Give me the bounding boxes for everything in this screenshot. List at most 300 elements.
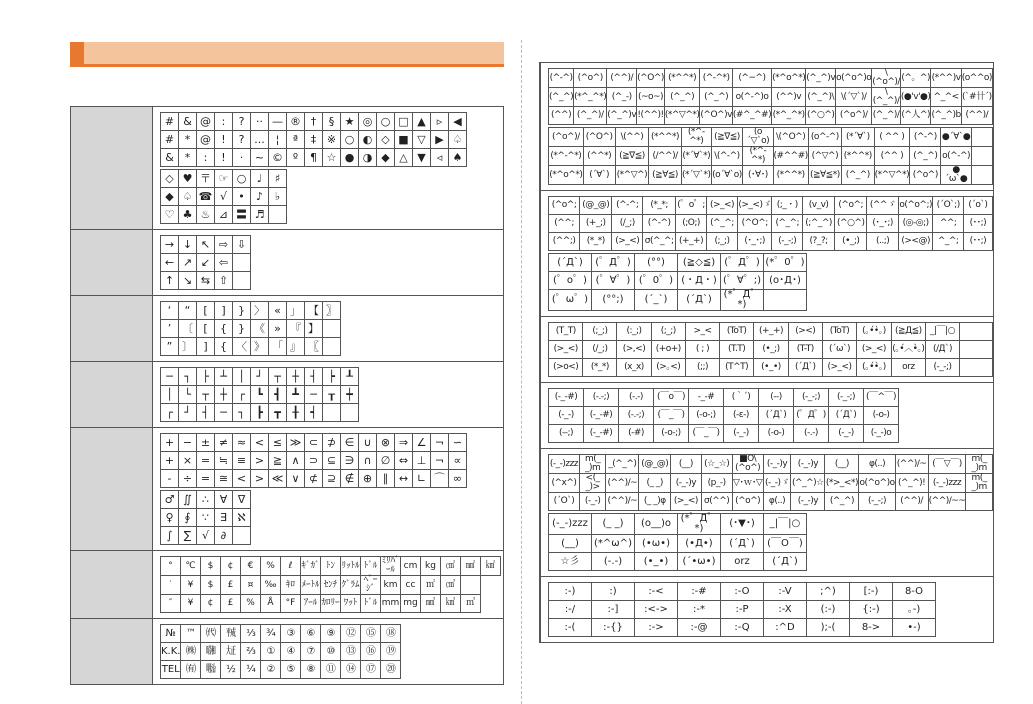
symbol-cell: (^_^): [910, 147, 941, 166]
symbol-cell: ─: [215, 404, 233, 422]
symbol-cell: ●´∀`●: [941, 128, 971, 147]
symbol-cell: (^O^)v: [700, 107, 733, 125]
symbol-cell: √: [197, 527, 215, 545]
symbol-cell: ○: [341, 131, 359, 149]
symbol-cell: ㍼: [201, 643, 221, 661]
symbol-cell: (--): [759, 389, 794, 407]
symbol-cell: (-_-): [829, 425, 864, 443]
symbol-cell: ┘: [251, 368, 269, 386]
symbol-cell: ≧: [269, 452, 287, 470]
symbol-cell: :-#: [678, 583, 721, 601]
symbol-cell: (-_-;): [772, 233, 803, 251]
symbol-cell: (^_-): [607, 88, 637, 107]
symbol-cell: (･･;): [963, 233, 992, 251]
symbol-cell: (^。^): [900, 69, 931, 88]
symbol-cell: (--;): [549, 425, 584, 443]
symbol-cell: (*^_^*): [772, 107, 806, 125]
section-row-symbols: [71, 107, 504, 230]
symbol-cell: 「: [269, 338, 287, 356]
symbol-cell: (+o+): [651, 341, 685, 359]
symbol-cell: »: [269, 320, 287, 338]
symbol-cell: &: [161, 149, 179, 167]
symbol-cell: (>_<): [612, 233, 643, 251]
symbol-cell: (´o`): [963, 197, 992, 215]
symbol-cell: (*^▽^*): [874, 166, 910, 185]
symbol-cell: ±: [197, 434, 215, 452]
symbol-cell: (^_^): [664, 88, 700, 107]
symbol-group: [548, 196, 993, 251]
symbol-cell: (^_^;: [707, 215, 738, 233]
symbol-cell: ∪: [359, 434, 377, 452]
symbol-cell: (￣_￣): [654, 407, 689, 425]
symbol-cell: (^○^): [806, 107, 836, 125]
symbol-cell: (゜o゜): [549, 272, 592, 290]
section-content-cell: [541, 191, 994, 317]
symbol-group: [548, 68, 993, 125]
symbol-cell: ╂: [287, 404, 305, 422]
symbol-cell: $: [201, 576, 221, 595]
symbol-cell: mm: [381, 595, 401, 613]
symbol-cell: ㈲: [181, 661, 201, 679]
symbol-cell: (__): [549, 535, 592, 553]
symbol-cell: ⑤: [281, 661, 301, 679]
symbol-cell: \(´▽`)/: [836, 88, 872, 107]
symbol-cell: {:-): [850, 601, 893, 619]
symbol-cell: (+_+): [754, 323, 788, 341]
symbol-cell: (´Д`): [678, 290, 721, 311]
symbol-cell: :<->: [635, 601, 678, 619]
symbol-cell: (´O`;): [933, 197, 964, 215]
symbol-cell: ┣: [251, 404, 269, 422]
symbol-cell: 【: [305, 302, 323, 320]
section-row-happy: [540, 63, 994, 191]
symbol-cell: (^^)/: [961, 107, 992, 125]
symbol-cell: (^^)/~: [606, 493, 639, 511]
symbol-cell: orz: [721, 553, 764, 571]
symbol-cell: -: [161, 470, 179, 488]
symbol-cell: (‐_‐): [724, 425, 759, 443]
symbol-cell: ─: [305, 386, 323, 404]
symbol-cell: (ToT): [822, 323, 856, 341]
symbol-cell: ∬: [179, 491, 197, 509]
symbol-cell: (-_-)zzz: [549, 514, 592, 535]
symbol-cell: (ToT): [720, 323, 754, 341]
symbol-cell: ∉: [341, 470, 359, 488]
page-divider: [521, 40, 522, 704]
symbol-cell: ｱｰﾙ: [301, 595, 321, 613]
symbol-cell: ⊿: [215, 206, 233, 224]
symbol-cell: (-_-#): [549, 389, 584, 407]
symbol-group: [160, 490, 251, 545]
symbol-group: [548, 253, 807, 311]
symbol-cell: [233, 272, 251, 290]
symbol-cell: 8->: [850, 619, 893, 637]
symbol-cell: (・Д・): [678, 272, 721, 290]
symbol-cell: (^^)/~: [606, 474, 639, 493]
symbol-cell: (><@): [898, 233, 932, 251]
symbol-cell: =: [197, 452, 215, 470]
symbol-cell: [461, 576, 481, 595]
symbol-cell: :^D: [764, 619, 807, 637]
symbol-cell: ○: [233, 170, 251, 188]
symbol-cell: ★: [341, 113, 359, 131]
symbol-cell: ©: [269, 149, 287, 167]
symbol-cell: [966, 493, 993, 511]
symbol-cell: (><): [788, 323, 822, 341]
symbol-cell: ｸﾞﾗﾑ: [341, 576, 361, 595]
symbol-cell: •: [233, 188, 251, 206]
right-emoticon-table: [539, 62, 994, 643]
symbol-cell: (￣▽￣): [928, 455, 966, 474]
symbol-cell: ″: [161, 595, 181, 613]
symbol-cell: ⇔: [395, 452, 413, 470]
symbol-cell: (>o<): [549, 359, 583, 377]
symbol-cell: ┴: [215, 368, 233, 386]
symbol-cell: (*_*;: [643, 197, 676, 215]
symbol-cell: (´ω`): [822, 341, 856, 359]
symbol-cell: ′: [161, 576, 181, 595]
symbol-cell: ┬: [197, 386, 215, 404]
symbol-cell: (°°;): [592, 290, 635, 311]
symbol-cell: 〖: [305, 338, 323, 356]
symbol-cell: [323, 338, 341, 356]
symbol-cell: (*^^*): [841, 147, 874, 166]
symbol-cell: (>_<): [549, 341, 583, 359]
symbol-cell: ♯: [269, 170, 287, 188]
symbol-cell: !: [215, 131, 233, 149]
symbol-cell: }: [233, 320, 251, 338]
symbol-cell: (｡•́︿•̀｡): [891, 341, 926, 359]
symbol-cell: ≅: [215, 470, 233, 488]
symbol-cell: (-_-;): [859, 493, 895, 511]
symbol-cell: ‡: [305, 131, 323, 149]
symbol-cell: (•ω•): [635, 535, 678, 553]
symbol-cell: (:-): [807, 601, 850, 619]
symbol-cell: #: [161, 113, 179, 131]
symbol-cell: ♡: [161, 206, 179, 224]
symbol-cell: ◆: [377, 149, 395, 167]
symbol-cell: ┰: [323, 386, 341, 404]
symbol-cell: ⑬: [341, 643, 361, 661]
section-label-cell: [71, 107, 153, 230]
symbol-cell: ┳: [269, 404, 287, 422]
symbol-cell: ◀: [449, 113, 467, 131]
symbol-cell: €: [241, 557, 261, 576]
symbol-cell: ⊂: [305, 434, 323, 452]
section-content-cell: [541, 577, 994, 643]
symbol-cell: ┸: [341, 368, 359, 386]
symbol-cell: ∀: [215, 491, 233, 509]
symbol-cell: ♂: [161, 491, 179, 509]
symbol-cell: σ(^_^;: [643, 233, 676, 251]
symbol-cell: (^o^)/: [836, 107, 872, 125]
symbol-cell: ┤: [197, 404, 215, 422]
symbol-cell: o(^o^;): [898, 197, 932, 215]
section-row-emoticons: [540, 577, 994, 643]
symbol-cell: 』: [287, 338, 305, 356]
symbol-cell: ¢: [221, 557, 241, 576]
symbol-cell: (￣O￣): [764, 535, 807, 553]
symbol-cell: (-.-;): [584, 389, 619, 407]
symbol-cell: (•_;): [754, 341, 788, 359]
symbol-group: [548, 127, 993, 185]
symbol-cell: [:-): [850, 583, 893, 601]
symbol-cell: ﾄﾞﾙ: [361, 557, 381, 576]
symbol-cell: (^_^): [549, 88, 574, 107]
symbol-cell: (･_･;): [867, 215, 899, 233]
symbol-cell: (-_-)y: [791, 455, 825, 474]
section-content-cell: [541, 449, 994, 577]
symbol-cell: ∑: [179, 527, 197, 545]
symbol-cell: £: [221, 595, 241, 613]
symbol-cell: (゜o゜;: [676, 197, 707, 215]
symbol-cell: (^^): [549, 107, 574, 125]
symbol-cell: ※: [323, 131, 341, 149]
symbol-cell: ♥: [179, 170, 197, 188]
symbol-cell: (^-^): [910, 128, 941, 147]
symbol-cell: ｡-): [893, 601, 936, 619]
symbol-cell: †: [305, 113, 323, 131]
symbol-cell: (^o^): [910, 166, 941, 185]
symbol-cell: σ(^^): [701, 493, 732, 511]
symbol-cell: ≪: [269, 470, 287, 488]
section-label-cell: [71, 551, 153, 619]
section-row-units: [71, 551, 504, 619]
symbol-cell: ㎢: [481, 557, 501, 576]
symbol-cell: o(^-^): [941, 147, 971, 166]
symbol-cell: *: [179, 131, 197, 149]
symbol-cell: (^_^)/: [574, 107, 607, 125]
symbol-cell: ∵: [197, 509, 215, 527]
symbol-cell: ▲: [413, 113, 431, 131]
section-row-other: [540, 449, 994, 577]
symbol-cell: ⇒: [395, 434, 413, 452]
symbol-cell: _(^_^): [606, 455, 639, 474]
symbol-cell: ⇧: [215, 272, 233, 290]
symbol-cell: 〗: [323, 302, 341, 320]
symbol-cell: cc: [401, 576, 421, 595]
symbol-cell: ﾄﾝ: [321, 557, 341, 576]
symbol-cell: :-{}: [592, 619, 635, 637]
symbol-cell: 〓: [233, 206, 251, 224]
symbol-cell: :-<: [635, 583, 678, 601]
symbol-cell: (*^o^*): [549, 166, 584, 185]
symbol-cell: \(^-^): [711, 147, 743, 166]
symbol-cell: ●: [341, 149, 359, 167]
symbol-cell: ⑥: [301, 625, 321, 643]
symbol-cell: -_-#: [689, 389, 724, 407]
symbol-cell: !: [215, 149, 233, 167]
symbol-cell: ♠: [449, 149, 467, 167]
symbol-cell: o(^o^)o: [836, 69, 872, 88]
symbol-cell: (^-^): [643, 215, 676, 233]
symbol-cell: (^^)/: [895, 493, 928, 511]
symbol-cell: (≧∀≦): [649, 166, 682, 185]
symbol-cell: (/^^)/: [649, 147, 682, 166]
symbol-cell: (-_-): [579, 493, 605, 511]
symbol-cell: ┐: [179, 368, 197, 386]
symbol-cell: ▽: [413, 131, 431, 149]
symbol-cell: Å: [261, 595, 281, 613]
symbol-cell: ┥: [305, 404, 323, 422]
title-accent-mark: [70, 42, 84, 67]
symbol-cell: (￣_￣): [689, 425, 724, 443]
symbol-cell: ℵ: [233, 509, 251, 527]
symbol-cell: ∨: [287, 470, 305, 488]
symbol-cell: (*゜0゜): [764, 254, 807, 272]
symbol-cell: ¶: [305, 149, 323, 167]
symbol-cell: ☎: [197, 188, 215, 206]
symbol-cell: £: [221, 576, 241, 595]
symbol-cell: (*゜Д゜*): [678, 514, 721, 535]
symbol-cell: ¦: [269, 131, 287, 149]
symbol-cell: (^_^): [825, 493, 859, 511]
symbol-cell: (^-^*): [700, 69, 733, 88]
symbol-cell: ¥: [181, 576, 201, 595]
symbol-cell: ⑰: [361, 661, 381, 679]
symbol-cell: (´Д`): [829, 407, 864, 425]
symbol-cell: ?: [233, 131, 251, 149]
symbol-cell: (-.-;): [619, 407, 654, 425]
symbol-cell: (-.-): [592, 553, 635, 571]
symbol-cell: (-o-): [759, 425, 794, 443]
symbol-cell: (;_・): [772, 197, 803, 215]
symbol-cell: [764, 290, 807, 311]
symbol-cell: (/_;): [612, 215, 643, 233]
symbol-cell: (゜Д゜): [794, 407, 829, 425]
symbol-cell: (^_^): [841, 166, 874, 185]
symbol-cell: >: [251, 470, 269, 488]
symbol-cell: №: [161, 625, 181, 643]
section-row-angry: [540, 383, 994, 449]
symbol-cell: □: [395, 113, 413, 131]
symbol-cell: (;_;): [651, 323, 685, 341]
symbol-cell: (^_^)/: [872, 107, 901, 125]
symbol-cell: (^^)/: [607, 69, 637, 88]
symbol-cell: ▹: [431, 113, 449, 131]
symbol-cell: (^▽^): [808, 147, 841, 166]
symbol-cell: ⊇: [323, 470, 341, 488]
symbol-cell: (-o-): [864, 407, 899, 425]
symbol-cell: (-_-)y: [763, 455, 791, 474]
symbol-cell: (*^^)v: [931, 69, 961, 88]
symbol-group: [160, 301, 341, 356]
symbol-cell: (･_･;): [737, 233, 771, 251]
symbol-cell: ∞: [449, 470, 467, 488]
symbol-cell: (•Д•): [678, 535, 721, 553]
symbol-cell: (｡•́•̀｡): [857, 359, 891, 377]
symbol-cell: ∮: [179, 509, 197, 527]
symbol-cell: (;O;): [676, 215, 707, 233]
symbol-cell: :-Q: [721, 619, 764, 637]
symbol-cell: :->: [635, 619, 678, 637]
symbol-cell: :-]: [592, 601, 635, 619]
symbol-cell: (^_^;: [772, 215, 803, 233]
symbol-cell: (*_*): [580, 233, 612, 251]
symbol-cell: ≡: [233, 452, 251, 470]
section-row-surprised: [540, 191, 994, 317]
symbol-cell: (-_-)y: [671, 474, 701, 493]
symbol-cell: :-*: [678, 601, 721, 619]
symbol-cell: (>_<): [707, 197, 738, 215]
symbol-cell: (-_-)ゞ: [763, 474, 791, 493]
section-label-cell: [71, 296, 153, 362]
symbol-cell: (^o^;: [549, 197, 580, 215]
symbol-cell: ··: [251, 113, 269, 131]
symbol-cell: (>,<): [617, 341, 651, 359]
symbol-cell: (..;): [867, 233, 899, 251]
symbol-cell: [233, 254, 251, 272]
section-content-cell: [153, 230, 504, 296]
symbol-cell: (^o^;: [835, 197, 867, 215]
symbol-cell: ⅓: [241, 625, 261, 643]
symbol-cell: ｾﾝﾁ: [321, 576, 341, 595]
symbol-cell: :-/: [549, 601, 592, 619]
symbol-cell: (-.-): [794, 425, 829, 443]
left-symbol-table: [70, 106, 504, 685]
symbol-cell: ∋: [341, 452, 359, 470]
symbol-cell: ⇩: [233, 236, 251, 254]
symbol-cell: ☆彡: [549, 553, 592, 571]
symbol-cell: (^_^)v: [806, 69, 836, 88]
symbol-cell: (+_;): [580, 215, 612, 233]
symbol-cell: ^_^<: [931, 88, 961, 107]
symbol-cell: [959, 341, 992, 359]
symbol-cell: &: [179, 113, 197, 131]
symbol-cell: 〒: [197, 170, 215, 188]
symbol-cell: *: [179, 149, 197, 167]
symbol-cell: (+_+): [676, 233, 707, 251]
symbol-cell: (_ _)φ: [639, 493, 671, 511]
symbol-cell: (*^^*): [649, 128, 682, 147]
symbol-cell: (-_-#): [584, 407, 619, 425]
symbol-cell: (≧∀≦*): [808, 166, 841, 185]
symbol-cell: $: [201, 557, 221, 576]
symbol-cell: {: [215, 320, 233, 338]
symbol-cell: ◇: [161, 170, 179, 188]
symbol-cell: (･･;): [963, 215, 992, 233]
symbol-cell: !(^^)!: [637, 107, 665, 125]
symbol-cell: (•_•): [635, 553, 678, 571]
symbol-cell: (;^_^): [803, 215, 835, 233]
symbol-cell: [971, 166, 992, 185]
symbol-cell: (^^*): [583, 147, 615, 166]
symbol-cell: │: [233, 368, 251, 386]
symbol-cell: (☆_☆): [701, 455, 732, 474]
section-label-cell: [71, 230, 153, 296]
symbol-cell: ¢: [201, 595, 221, 613]
symbol-cell: (´•ω•): [678, 553, 721, 571]
section-content-cell: [541, 383, 994, 449]
symbol-cell: ®: [287, 113, 305, 131]
symbol-cell: (v_v): [803, 197, 835, 215]
symbol-cell: (^o^): [732, 493, 763, 511]
symbol-cell: (≧Д≦): [891, 323, 926, 341]
symbol-cell: ‘: [161, 302, 179, 320]
symbol-cell: (o^^o): [961, 69, 992, 88]
symbol-cell: √: [215, 188, 233, 206]
symbol-cell: ㎦: [441, 595, 461, 613]
symbol-cell: mg: [401, 595, 421, 613]
symbol-cell: (>_<): [671, 493, 701, 511]
symbol-cell: (`#卄´): [961, 88, 992, 107]
symbol-cell: (￣^￣): [864, 389, 899, 407]
symbol-cell: (^^;: [549, 215, 580, 233]
symbol-cell: ㈱: [181, 643, 201, 661]
symbol-cell: (^-^;: [612, 197, 643, 215]
symbol-cell: ”: [161, 338, 179, 356]
symbol-cell: :): [592, 583, 635, 601]
